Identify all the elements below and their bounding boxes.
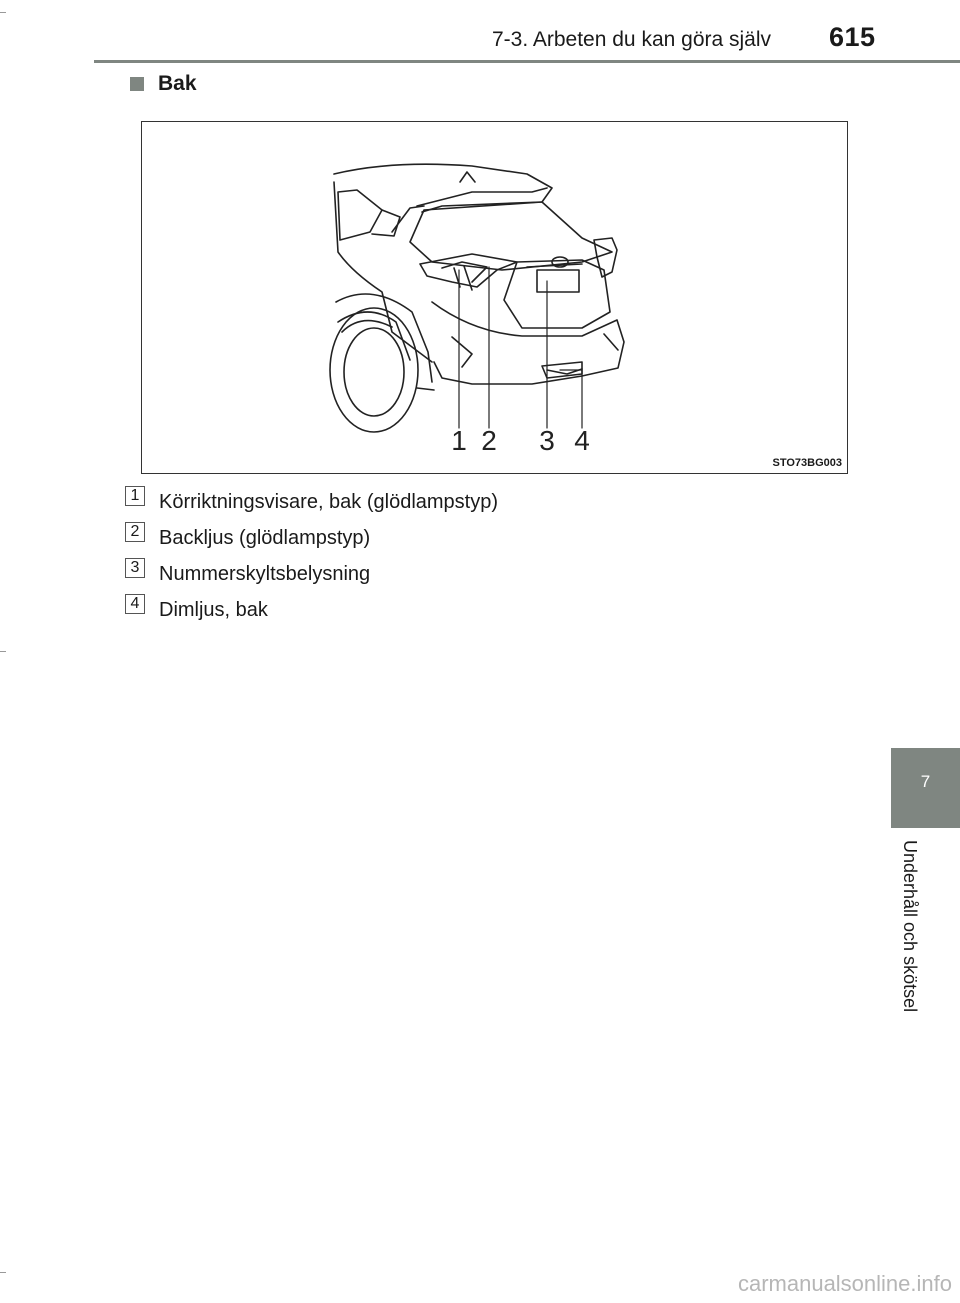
crop-mark <box>0 651 6 652</box>
chapter-tab <box>891 748 960 828</box>
legend-number: 3 <box>125 558 145 578</box>
crop-mark <box>0 1272 6 1273</box>
crop-mark <box>0 12 6 13</box>
legend-label: Körriktningsvisare, bak (glödlampstyp) <box>159 490 499 513</box>
chapter-title: Underhåll och skötsel <box>900 840 920 1013</box>
header-divider <box>94 60 960 63</box>
legend-number: 1 <box>125 486 145 506</box>
legend-number: 2 <box>125 522 145 542</box>
callout-1: 1 <box>451 425 467 456</box>
header-section-title: 7-3. Arbeten du kan göra själv <box>492 28 772 51</box>
legend-item <box>125 592 498 628</box>
callout-2: 2 <box>481 425 497 456</box>
legend-item <box>125 484 498 520</box>
watermark-link[interactable]: carmanualsonline.info <box>737 1271 952 1296</box>
section-heading-text: Bak <box>158 72 197 95</box>
car-rear-figure <box>141 121 848 474</box>
callout-4: 4 <box>574 425 590 456</box>
page-number: 615 <box>829 22 876 52</box>
legend-item <box>125 520 498 556</box>
legend-label: Dimljus, bak <box>159 598 268 621</box>
legend-item <box>125 556 498 592</box>
legend-label: Nummerskyltsbelysning <box>159 562 371 585</box>
square-bullet-icon <box>130 77 144 91</box>
car-rear-illustration <box>142 122 846 472</box>
chapter-tab-number: 7 <box>920 772 931 791</box>
legend-number: 4 <box>125 594 145 614</box>
figure-code: STO73BG003 <box>772 457 842 469</box>
section-heading <box>130 72 197 96</box>
callout-3: 3 <box>539 425 555 456</box>
legend-label: Backljus (glödlampstyp) <box>159 526 371 549</box>
legend-list <box>125 484 498 628</box>
